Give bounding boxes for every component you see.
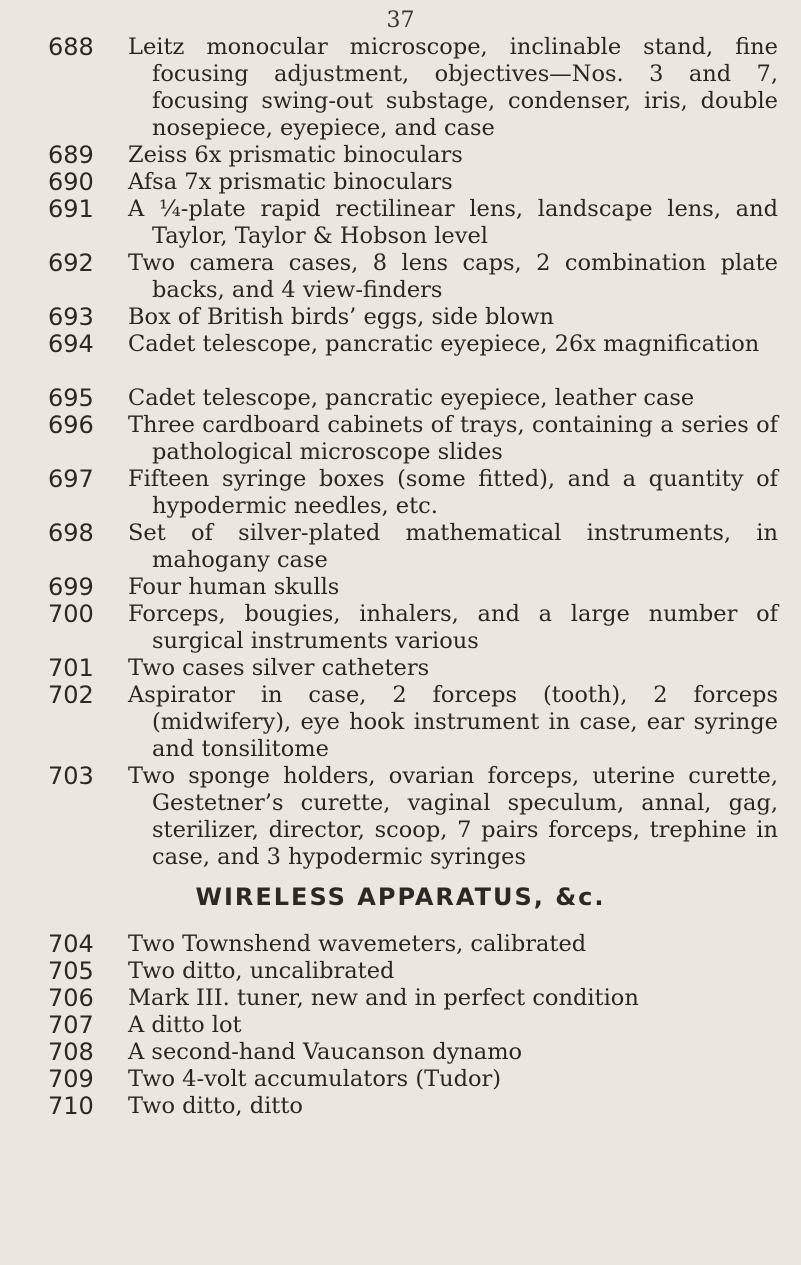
lot-description: Two ditto, ditto [128, 1093, 303, 1119]
lot-description: Cadet telescope, pancratic eyepiece, 26x magnification [128, 331, 760, 357]
lot-description: Forceps, bougies, inhalers, and a large number of surgical instruments various [128, 601, 778, 654]
lot-description: Four human skulls [128, 574, 340, 600]
lot-number: 690 [48, 168, 94, 196]
lot-description: Cadet telescope, pancratic eyepiece, leather case [128, 385, 695, 411]
lot-description: Fifteen syringe boxes (some fitted), and a quantity of hypodermic needles, etc. [128, 466, 778, 519]
lot-description: A ¼-plate rapid rectilinear lens, landscape lens, and Taylor, Taylor & Hobson level [128, 196, 778, 249]
lot-description: A second-hand Vaucanson dynamo [128, 1039, 523, 1065]
lot-description: Set of silver-plated mathematical instruments, in mahogany case [128, 520, 778, 573]
lot-number: 693 [48, 303, 94, 331]
lot-description: Afsa 7x prismatic binoculars [128, 169, 453, 195]
lot-description: Zeiss 6x prismatic binoculars [128, 142, 463, 168]
lot-description: Two Townshend wavemeters, calibrated [128, 931, 587, 957]
lot-number: 704 [48, 930, 94, 958]
lot-number: 694 [48, 330, 94, 358]
lot-number: 689 [48, 141, 94, 169]
lot-number: 706 [48, 984, 94, 1012]
lot-number: 695 [48, 384, 94, 412]
lot-number: 697 [48, 465, 94, 493]
lot-number: 701 [48, 654, 94, 682]
lot-description: Two cases silver catheters [128, 655, 430, 681]
lot-number: 698 [48, 519, 94, 547]
lot-description: Two 4-volt accumulators (Tudor) [128, 1066, 502, 1092]
lot-number: 703 [48, 762, 94, 790]
lot-description: Three cardboard cabinets of trays, containing a series of pathological microscope slides [128, 412, 778, 465]
lot-number: 692 [48, 249, 94, 277]
lot-description: Box of British birds’ eggs, side blown [128, 304, 554, 330]
lot-number: 702 [48, 681, 94, 709]
lot-description: Aspirator in case, 2 forceps (tooth), 2 forceps (midwifery), eye hook instrument in case, ear syringe and tonsilitome [128, 682, 778, 762]
lot-description: Two sponge holders, ovarian forceps, uterine curette, Gestetner’s curette, vaginal speculum, annal, gag, sterilizer, director, scoop, 7 pairs forceps, trephine in case, and 3 hypodermic syringes [128, 763, 778, 870]
lot-number: 688 [48, 33, 94, 61]
lot-number: 710 [48, 1092, 94, 1120]
lot-number: 709 [48, 1065, 94, 1093]
lot-number: 705 [48, 957, 94, 985]
page-number: 37 [386, 8, 415, 33]
lot-number: 700 [48, 600, 94, 628]
lot-number: 691 [48, 195, 94, 223]
lot-description: Two ditto, uncalibrated [128, 958, 395, 984]
lot-description: Mark III. tuner, new and in perfect condition [128, 985, 639, 1011]
lot-number: 699 [48, 573, 94, 601]
lot-description: Two camera cases, 8 lens caps, 2 combination plate backs, and 4 view-finders [128, 250, 778, 303]
lot-number: 708 [48, 1038, 94, 1066]
lot-description: Leitz monocular microscope, inclinable stand, fine focusing adjustment, objectives—Nos. 3 and 7, focusing swing-out substage, condenser, iris, double nosepiece, eyepiece, and case [128, 34, 778, 141]
section-heading: WIRELESS APPARATUS, &c. [195, 883, 606, 911]
lot-number: 707 [48, 1011, 94, 1039]
lot-number: 696 [48, 411, 94, 439]
lot-description: A ditto lot [128, 1012, 242, 1038]
